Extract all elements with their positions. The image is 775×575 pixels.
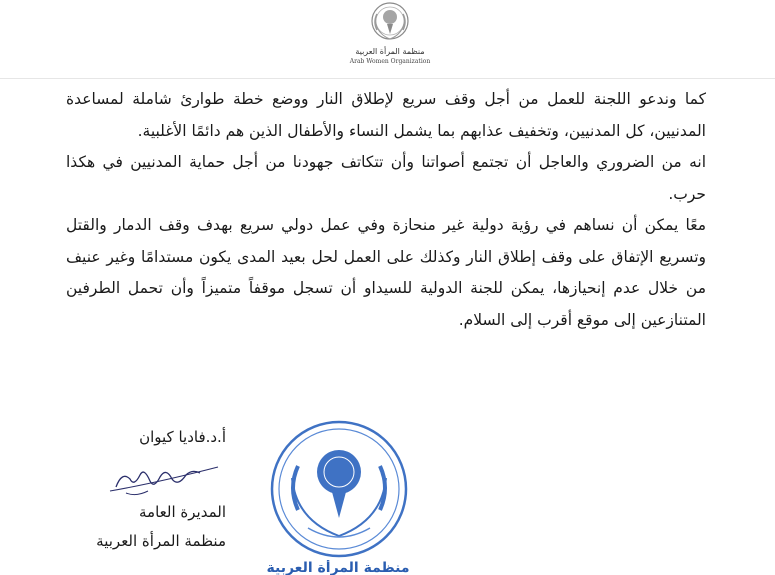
letterhead xyxy=(0,0,775,79)
body-paragraph-2: انه من الضروري والعاجل أن تجتمع أصواتنا وأن تتكاتف جهودنا من أجل حماية المدنيين في هكذا حرب. xyxy=(66,153,706,203)
signer-title: المديرة العامة xyxy=(139,503,226,521)
handwritten-signature xyxy=(96,453,226,501)
letterhead-org-name-en: Arab Women Organization xyxy=(349,58,431,65)
letter-body xyxy=(66,84,706,336)
body-paragraph-1: كما وندعو اللجنة للعمل من أجل وقف سريع لإطلاق النار ووضع خطة طوارئ شاملة لمساعدة المدنيين، كل المدنيين، وتخفيف عذابهم بما يشمل النساء والأطفال الذين هم دائمًا الأغلبية. xyxy=(66,90,706,140)
stamp-org-name: منظمة المرأة العربية xyxy=(266,560,410,575)
letterhead-org-name-ar: منظمة المرأة العربية xyxy=(355,47,425,56)
signer-name: أ.د.فاديا كيوان xyxy=(139,428,226,446)
signer-organization: منظمة المرأة العربية xyxy=(96,532,226,550)
organization-stamp-icon xyxy=(268,418,410,560)
body-paragraph-3: معًا يمكن أن نساهم في رؤية دولية غير منحازة وفي عمل دولي سريع بهدف وقف الدمار والقتل وتسريع الإتفاق على وقف إطلاق النار وكذلك على العمل لحل بعيد المدى يكون مستدامًا وغير عنيف من خلال عدم إنحيازها، يمكن للجنة الدولية للسيداو أن تسجل موقفاً متميزاً وأن تحمل الطرفين المتنازعين إلى موقع أقرب إلى السلام. xyxy=(66,216,706,329)
